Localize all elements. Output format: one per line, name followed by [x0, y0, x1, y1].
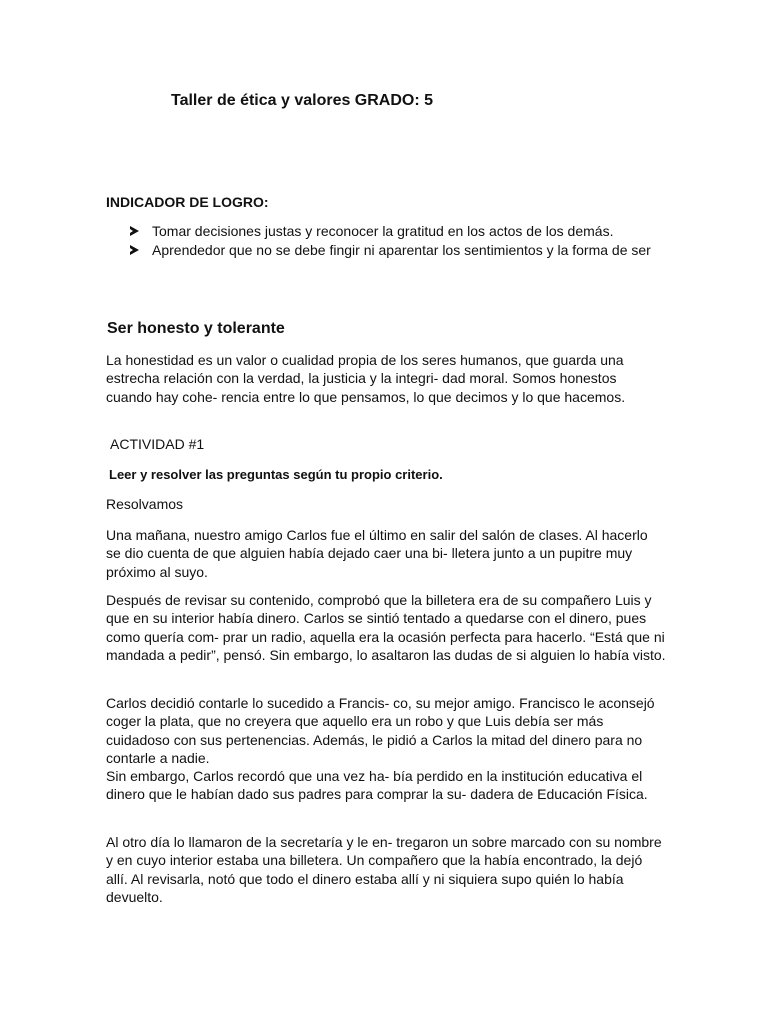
instruction-text: Leer y resolver las preguntas según tu propio criterio.	[109, 467, 443, 482]
indicator-item-text: Aprendedor que no se debe fingir ni aparentar los sentimientos y la forma de ser	[152, 242, 651, 258]
story-paragraph: Carlos decidió contarle lo sucedido a Francis- co, su mejor amigo. Francisco le aconsejó coger la plata, que no creyera que aquello era un robo y que Luis debía ser más cuidadoso con sus pertenencias. Además, le pidió a Carlos la mitad del dinero para no contarle a nadie.	[106, 695, 655, 766]
page-title: Taller de ética y valores GRADO: 5	[171, 92, 434, 109]
story-paragraph: Una mañana, nuestro amigo Carlos fue el último en salir del salón de clases. Al hacerlo se dio cuenta de que alguien había dejado caer una bi- lletera junto a un pupitre muy próximo al suyo.	[106, 527, 648, 580]
indicator-item-text: Tomar decisiones justas y reconocer la gratitud en los actos de los demás.	[152, 223, 614, 239]
resolvamos-label: Resolvamos	[106, 496, 184, 512]
indicator-list	[130, 222, 670, 260]
activity-label: ACTIVIDAD #1	[110, 436, 205, 452]
indicator-label: INDICADOR DE LOGRO:	[106, 194, 269, 210]
arrow-bullet-icon	[130, 226, 139, 236]
story-paragraph: Sin embargo, Carlos recordó que una vez ha- bía perdido en la institución educativa el dinero que le habían dado sus padres para comprar la su- dadera de Educación Física.	[106, 768, 648, 803]
intro-paragraph: La honestidad es un valor o cualidad propia de los seres humanos, que guarda una estrecha relación con la verdad, la justicia y la integri- dad moral. Somos honestos cuando hay cohe- rencia entre lo que pensamos, lo que decimos y lo que hacemos.	[106, 352, 626, 405]
section-heading: Ser honesto y tolerante	[107, 320, 285, 337]
list-item	[130, 222, 670, 240]
story-paragraph: Después de revisar su contenido, comprobó que la billetera era de su compañero Luis y que en su interior había dinero. Carlos se sintió tentado a quedarse con el dinero, pues como quería com- prar un radio, aquella era la ocasión perfecta para hacerlo. “Está que ni mandada a pedir”, pensó. Sin embargo, lo asaltaron las dudas de si alguien lo había visto.	[106, 592, 666, 663]
story-paragraph: Al otro día lo llamaron de la secretaría y le en- tregaron un sobre marcado con su nombre y en cuyo interior estaba una billetera. Un compañero que la había encontrado, la dejó allí. Al revisarla, notó que todo el dinero estaba allí y ni siquiera supo quién lo había devuelto.	[106, 834, 662, 905]
list-item	[130, 241, 670, 259]
arrow-bullet-icon	[130, 245, 139, 255]
